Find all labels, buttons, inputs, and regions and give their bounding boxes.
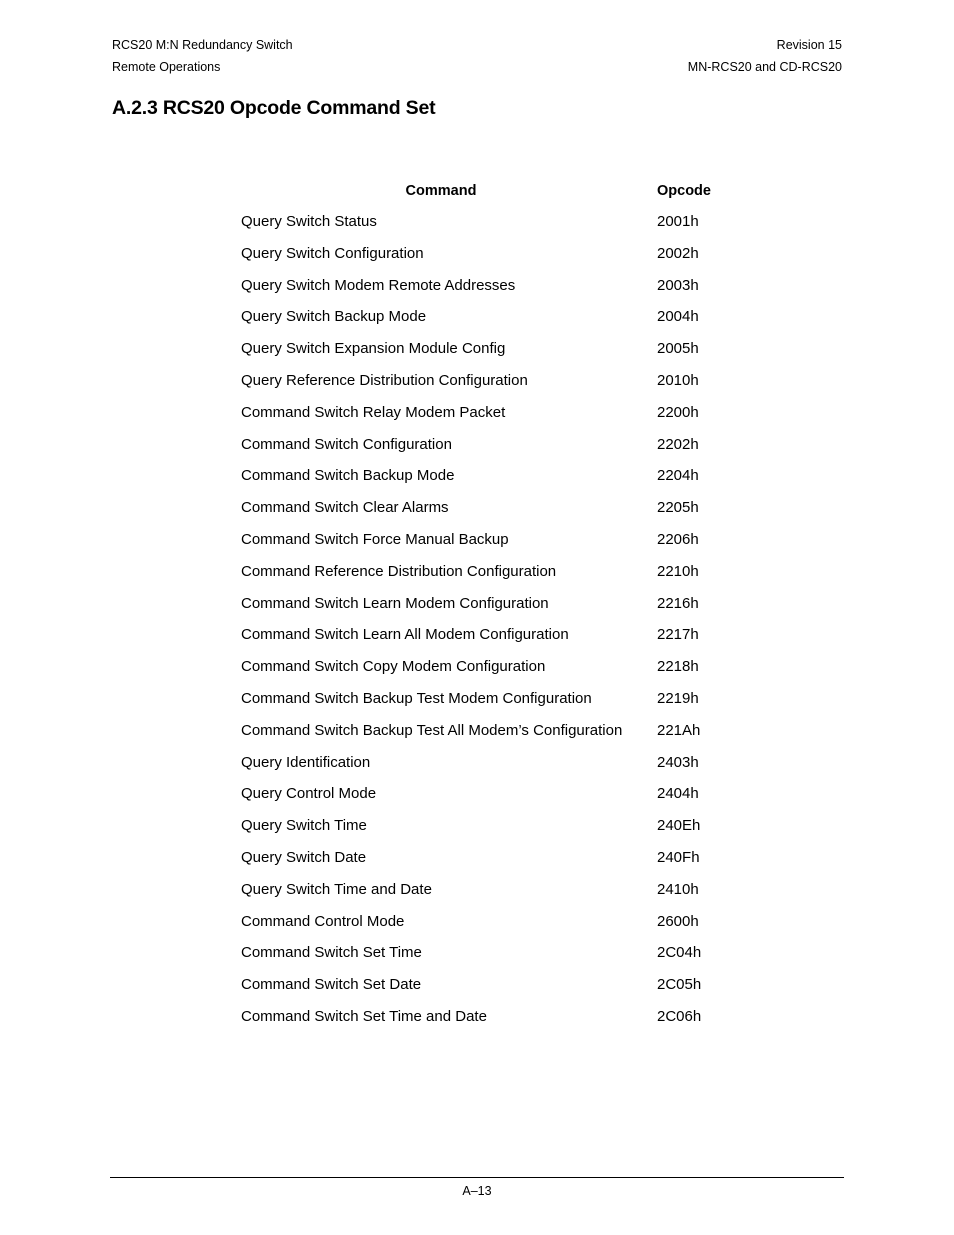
command-name-cell: Command Control Mode [241, 912, 405, 930]
opcode-cell: 2210h [657, 562, 699, 580]
header-document-number: MN-RCS20 and CD-RCS20 [687, 60, 842, 74]
table-row [241, 333, 761, 365]
opcode-table [241, 176, 761, 1033]
header-chapter-title: Remote Operations [112, 60, 221, 74]
command-name-cell: Query Switch Time and Date [241, 880, 432, 898]
opcode-cell: 2404h [657, 785, 699, 803]
table-row [241, 524, 761, 556]
page-number: A–13 [462, 1184, 492, 1198]
command-name-cell: Query Switch Date [241, 848, 367, 866]
column-header-command: Command [405, 183, 477, 199]
header-document-title: RCS20 M:N Redundancy Switch [112, 38, 293, 52]
command-name-cell: Command Switch Force Manual Backup [241, 530, 509, 548]
table-row [241, 460, 761, 492]
opcode-cell: 2205h [657, 499, 699, 517]
section-title: A.2.3 RCS20 Opcode Command Set [112, 97, 436, 119]
table-row [241, 619, 761, 651]
command-name-cell: Command Switch Set Time [241, 944, 422, 962]
opcode-cell: 2410h [657, 880, 699, 898]
command-name-cell: Command Switch Configuration [241, 435, 452, 453]
command-name-cell: Query Switch Time [241, 817, 367, 835]
table-row [241, 238, 761, 270]
command-name-cell: Command Switch Backup Test Modem Configuration [241, 689, 592, 707]
table-row [241, 906, 761, 938]
command-name-cell: Command Switch Backup Test All Modem’s Configuration [241, 721, 623, 739]
opcode-cell: 2004h [657, 308, 699, 326]
opcode-cell: 2001h [657, 213, 699, 230]
table-row [241, 588, 761, 620]
table-row [241, 429, 761, 461]
opcode-cell: 2003h [657, 276, 699, 294]
command-name-cell: Command Switch Copy Modem Configuration [241, 658, 546, 676]
opcode-cell: 2C06h [657, 1007, 702, 1025]
table-row [241, 651, 761, 683]
table-row [241, 301, 761, 333]
table-row [241, 365, 761, 397]
command-name-cell: Query Identification [241, 753, 371, 771]
opcode-cell: 2204h [657, 467, 699, 485]
command-name-cell: Query Switch Configuration [241, 244, 424, 262]
table-row [241, 842, 761, 874]
command-name-cell: Command Switch Set Time and Date [241, 1007, 487, 1025]
command-name-cell: Command Switch Learn All Modem Configuration [241, 626, 569, 644]
command-name-cell: Command Switch Backup Mode [241, 467, 455, 485]
opcode-cell: 2403h [657, 753, 699, 771]
command-name-cell: Query Switch Expansion Module Config [241, 340, 506, 358]
opcode-cell: 240Fh [657, 848, 700, 866]
opcode-cell: 2010h [657, 371, 699, 389]
table-row [241, 556, 761, 588]
command-name-cell: Query Reference Distribution Configuration [241, 371, 528, 389]
table-row [241, 715, 761, 747]
table-row [241, 683, 761, 715]
table-row [241, 270, 761, 302]
command-name-cell: Query Switch Backup Mode [241, 308, 427, 326]
header-revision: Revision 15 [776, 38, 842, 52]
opcode-cell: 2219h [657, 689, 699, 707]
command-name-cell: Command Switch Relay Modem Packet [241, 403, 506, 421]
table-row [241, 492, 761, 524]
table-row [241, 206, 761, 238]
command-name-cell: Command Switch Set Date [241, 976, 422, 994]
table-row [241, 937, 761, 969]
table-row [241, 397, 761, 429]
command-name-cell: Command Reference Distribution Configuration [241, 562, 557, 580]
opcode-cell: 2217h [657, 626, 699, 644]
opcode-cell: 2206h [657, 530, 699, 548]
command-name-cell: Query Control Mode [241, 785, 377, 803]
table-row [241, 1001, 761, 1033]
opcode-cell: 2216h [657, 594, 699, 612]
opcode-cell: 2C05h [657, 976, 702, 994]
table-row [241, 810, 761, 842]
opcode-cell: 2200h [657, 403, 699, 421]
footer-divider [110, 1177, 844, 1178]
opcode-cell: 2218h [657, 658, 699, 676]
command-name-cell: Command Switch Clear Alarms [241, 499, 449, 517]
command-name-cell: Command Switch Learn Modem Configuration [241, 594, 549, 612]
table-row [241, 874, 761, 906]
opcode-cell: 2202h [657, 435, 699, 453]
command-name-cell: Query Switch Status [241, 213, 377, 230]
table-header-row [241, 176, 761, 206]
opcode-cell: 2C04h [657, 944, 702, 962]
table-row [241, 969, 761, 1001]
command-name-cell: Query Switch Modem Remote Addresses [241, 276, 516, 294]
opcode-cell: 221Ah [657, 721, 701, 739]
opcode-cell: 240Eh [657, 817, 701, 835]
column-header-opcode: Opcode [657, 183, 711, 199]
table-row [241, 778, 761, 810]
table-row [241, 747, 761, 779]
table-body [241, 206, 761, 1033]
opcode-cell: 2600h [657, 912, 699, 930]
opcode-cell: 2002h [657, 244, 699, 262]
opcode-cell: 2005h [657, 340, 699, 358]
